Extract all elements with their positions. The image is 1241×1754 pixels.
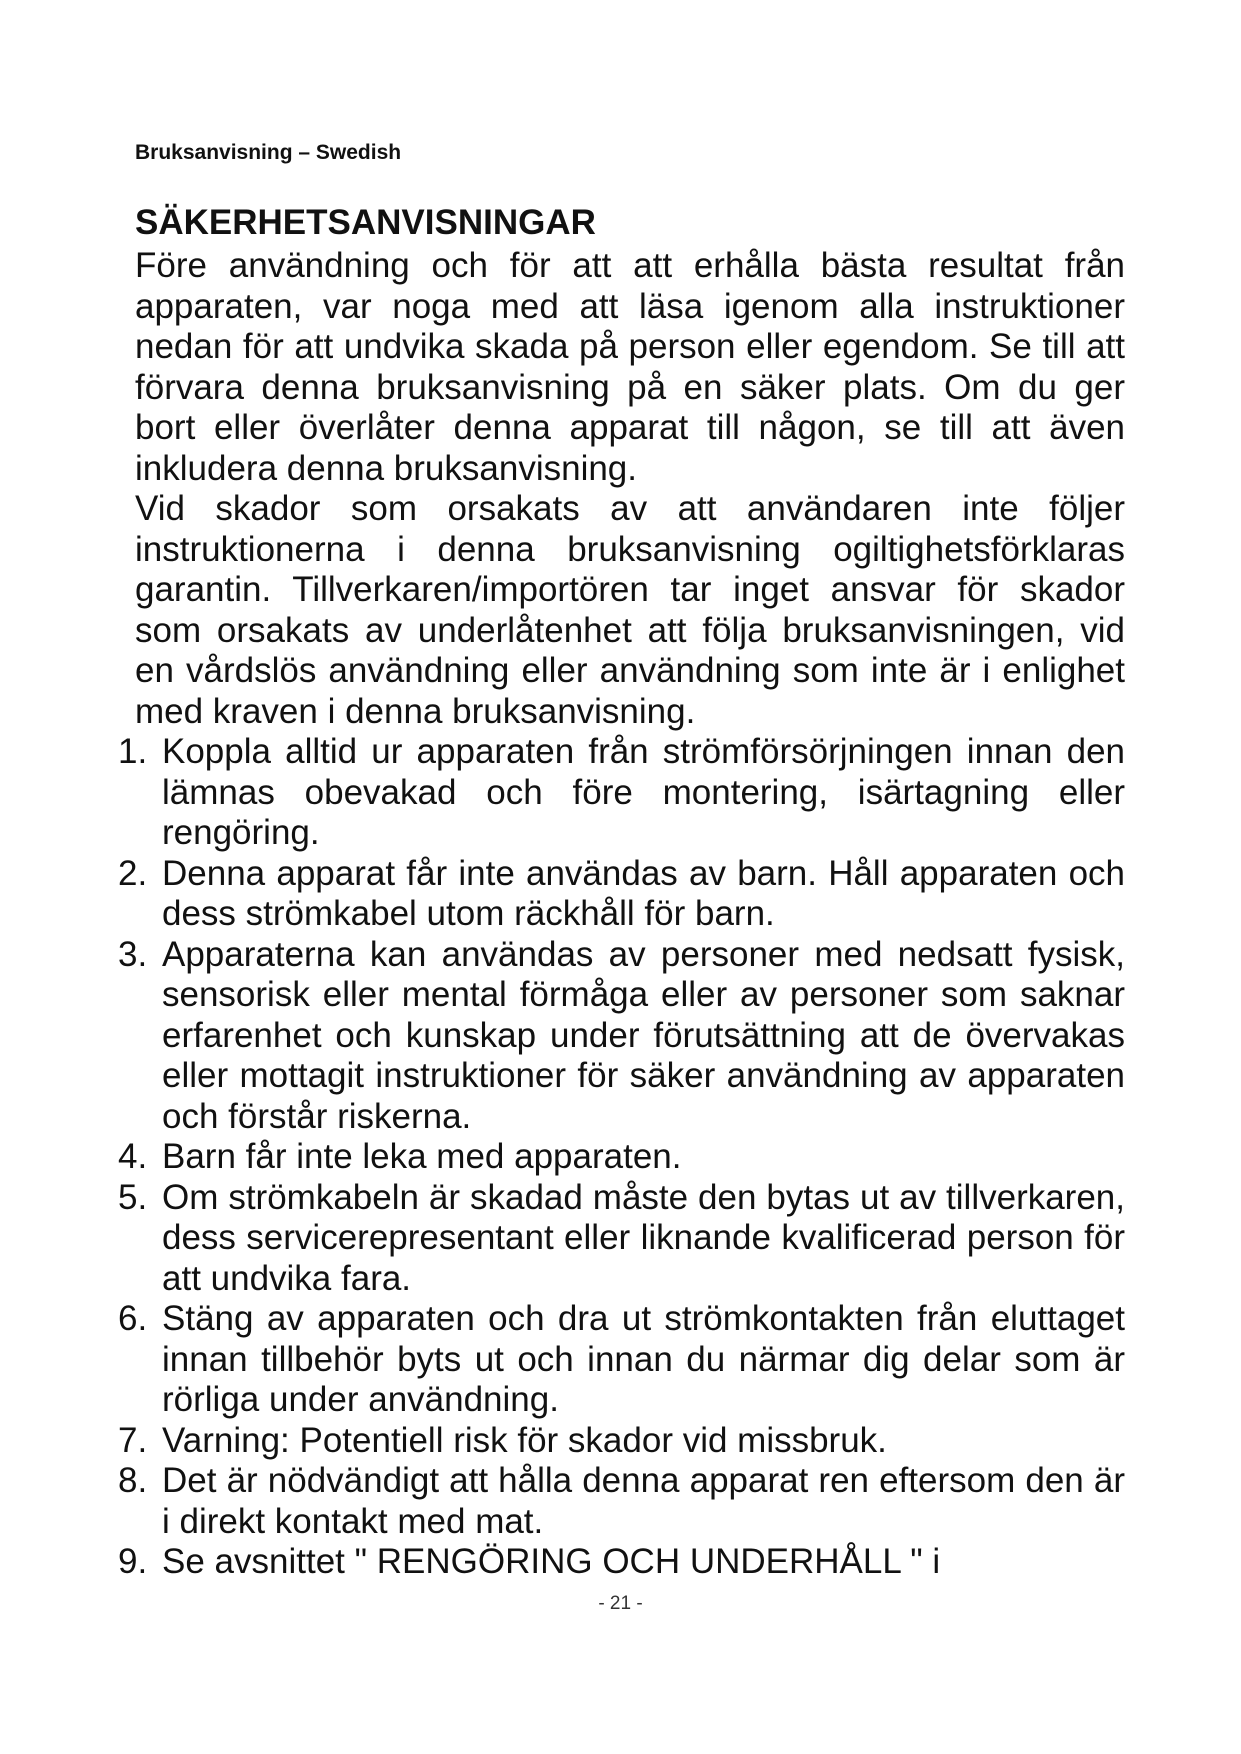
- list-item-text: Barn får inte leka med apparaten.: [162, 1137, 682, 1176]
- list-item-number: 4.: [118, 1137, 148, 1176]
- list-item-number: 3.: [118, 934, 148, 974]
- list-item-number: 1.: [118, 732, 148, 771]
- list-item: [120, 1421, 1125, 1462]
- list-item-number: 6.: [118, 1299, 148, 1338]
- list-item: [120, 935, 1125, 1138]
- safety-section: [118, 200, 1125, 1583]
- list-item: [120, 1137, 1125, 1178]
- list-item-text: Apparaterna kan användas av personer med nedsatt fysisk, sensorisk eller mental förmåga eller av personer som saknar erfarenhet och kunskap under förutsättning att de övervakas eller mottagit instruktioner för säker användning av apparaten och förstår riskerna.: [162, 934, 1125, 1136]
- safety-list: [118, 732, 1125, 1583]
- list-item-text: Stäng av apparaten och dra ut strömkontakten från eluttaget innan tillbehör byts ut och innan du närmar dig delar som är rörliga under användning.: [162, 1299, 1125, 1419]
- list-item: [120, 732, 1125, 854]
- list-item-number: 7.: [118, 1420, 148, 1460]
- list-item: [120, 1542, 1125, 1583]
- list-item: [120, 1461, 1125, 1542]
- page-number: - 21 -: [598, 1593, 643, 1614]
- intro-paragraph: Före användning och för att att erhålla bästa resultat från apparaten, var noga med att läsa igenom alla instruktioner nedan för att undvika skada på person eller egendom. Se till att förvara denna bruksanvisning på en säker plats. Om du ger bort eller överlåter denna apparat till någon, se till att även inkludera denna bruksanvisning.: [135, 246, 1125, 488]
- list-item-text: Varning: Potentiell risk för skador vid missbruk.: [162, 1420, 887, 1460]
- list-item-text: Denna apparat får inte användas av barn. Håll apparaten och dess strömkabel utom räckhåll för barn.: [162, 853, 1125, 933]
- warranty-paragraph: Vid skador som orsakats av att användaren inte följer instruktionerna i denna bruksanvisning ogiltighetsförklaras garantin. Tillverkaren/importören tar inget ansvar för skador som orsakats av underlåtenhet att följa bruksanvisningen, vid en vårdslös användning eller användning som inte är i enlighet med kraven i denna bruksanvisning.: [135, 489, 1125, 731]
- document-header: Bruksanvisning – Swedish: [135, 141, 402, 164]
- list-item-number: 9.: [118, 1542, 148, 1581]
- list-item-text: Det är nödvändigt att hålla denna apparat ren eftersom den är i direkt kontakt med mat.: [162, 1461, 1125, 1541]
- list-item-number: 2.: [118, 853, 148, 893]
- list-item: [120, 1299, 1125, 1421]
- list-item: [120, 854, 1125, 935]
- list-item-number: 5.: [118, 1177, 148, 1217]
- list-item-number: 8.: [118, 1461, 148, 1500]
- list-item-text: Om strömkabeln är skadad måste den bytas ut av tillverkaren, dess servicerepresentant eller liknande kvalificerad person för att undvika fara.: [162, 1177, 1125, 1298]
- list-item-text: Koppla alltid ur apparaten från strömförsörjningen innan den lämnas obevakad och före montering, isärtagning eller rengöring.: [162, 732, 1125, 852]
- list-item-text: Se avsnittet " RENGÖRING OCH UNDERHÅLL " i: [162, 1542, 941, 1581]
- list-item: [120, 1178, 1125, 1300]
- section-title: SÄKERHETSANVISNINGAR: [135, 203, 596, 242]
